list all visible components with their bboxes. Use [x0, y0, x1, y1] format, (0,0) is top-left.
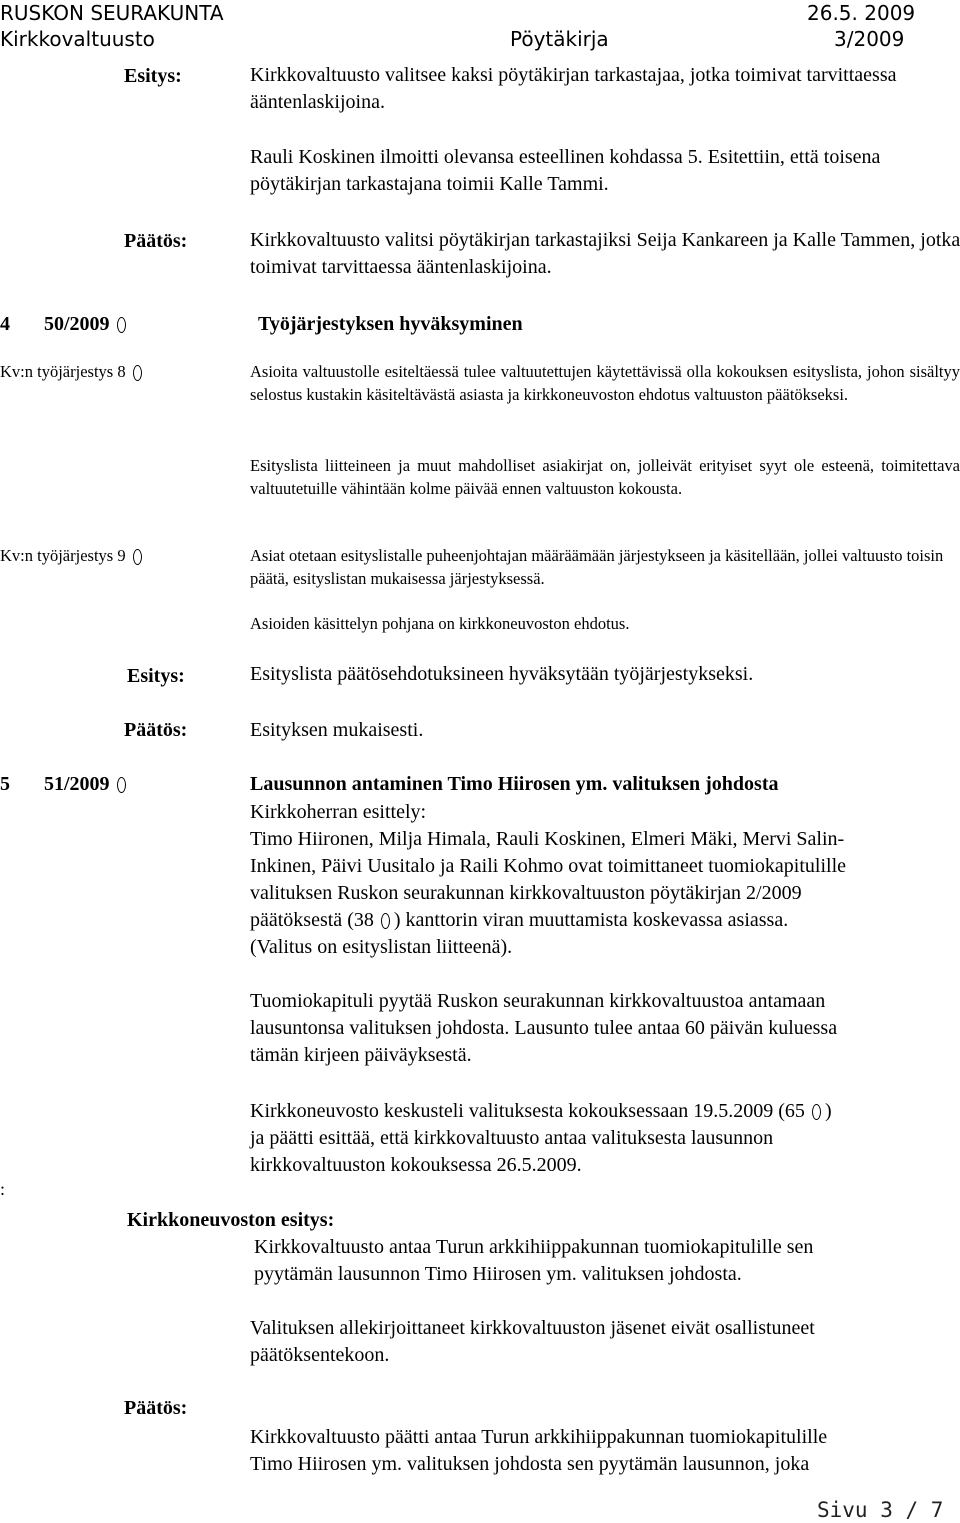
page-number: Sivu 3 / 7	[817, 1498, 944, 1522]
header-doc-type: Pöytäkirja	[510, 27, 609, 51]
kv-reference-label: Kv:n työjärjestys 9	[0, 546, 126, 565]
text-line: Timo Hiironen, Milja Himala, Rauli Koskinen, Elmeri Mäki, Mervi Salin-	[250, 828, 845, 850]
text-line: (Valitus on esityslistan liitteenä).	[250, 936, 513, 958]
kirkkoneuvosto-label: Kirkkoneuvoston esitys:	[127, 1209, 335, 1231]
text-line: valituksen Ruskon seurakunnan kirkkovaltuuston pöytäkirjan 2/2009	[250, 882, 802, 904]
esitys-text: Esityslista päätösehdotuksineen hyväksytään työjärjestykseksi.	[250, 663, 754, 685]
section-title: Lausunnon antaminen Timo Hiirosen ym. valituksen johdosta	[250, 773, 779, 795]
paragraph-block	[250, 1315, 815, 1369]
section-sign-icon	[117, 317, 126, 333]
section-sign-icon	[381, 913, 390, 929]
text-line: Timo Hiirosen ym. valituksen johdosta sen pyytämän lausunnon, joka	[250, 1453, 810, 1475]
paragraph-block	[250, 1424, 827, 1478]
body-paragraph: Esityslista liitteineen ja muut mahdolliset asiakirjat on, jolleivät erityiset syyt ole esteenä, toimitettava valtuutetuille vähintään kolme päivää ennen valtuuston kokousta.	[250, 456, 960, 498]
text-line	[250, 907, 846, 934]
header-date: 26.5. 2009	[807, 1, 916, 25]
text-line: kirkkovaltuuston kokouksessa 26.5.2009.	[250, 1154, 582, 1176]
text-fragment: )	[824, 1100, 832, 1122]
text-line: Inkinen, Päivi Uusitalo ja Raili Kohmo ovat toimittaneet tuomiokapitulille	[250, 855, 847, 877]
section-title: Työjärjestyksen hyväksyminen	[258, 313, 523, 335]
section-sign-icon	[117, 777, 126, 793]
text-line: Tuomiokapituli pyytää Ruskon seurakunnan kirkkovaltuustoa antamaan	[250, 990, 826, 1012]
text-line	[250, 1098, 832, 1125]
section-sign-icon	[133, 365, 142, 381]
case-number: 51/2009	[44, 773, 110, 795]
paatos-text: Esityksen mukaisesti.	[250, 719, 424, 741]
paragraph-block	[254, 1234, 813, 1288]
kv-reference	[0, 548, 142, 565]
esitys-label: Esitys:	[127, 665, 185, 687]
text-line: Kirkkovaltuusto antaa Turun arkkihiippakunnan tuomiokapitulille sen	[254, 1236, 814, 1258]
text-line: Valituksen allekirjoittaneet kirkkovaltuuston jäsenet eivät osallistuneet	[250, 1317, 815, 1339]
stray-colon: :	[0, 1179, 6, 1199]
paatos-label: Päätös:	[124, 719, 188, 741]
text-fragment: Kirkkoneuvosto keskusteli valituksesta kokouksessaan 19.5.2009 (65	[250, 1100, 805, 1122]
text-line: pyytämän lausunnon Timo Hiirosen ym. valituksen johdosta.	[254, 1263, 742, 1285]
text-fragment: ) kanttorin viran muuttamista koskevassa asiassa.	[393, 909, 789, 931]
text-line: tämän kirjeen päiväyksestä.	[250, 1044, 472, 1066]
paatos-label: Päätös:	[124, 1397, 188, 1419]
body-paragraph: Asiat otetaan esityslistalle puheenjohtajan määräämään järjestykseen ja käsitellään, jollei valtuusto toisin päätä, esityslistan mukaisessa järjestyksessä.	[250, 546, 944, 588]
kv-reference-label: Kv:n työjärjestys 8	[0, 362, 126, 381]
section-number: 5	[0, 773, 10, 795]
kv-reference	[0, 364, 142, 381]
section-sign-icon	[133, 549, 142, 565]
body-paragraph: Asioita valtuustolle esiteltäessä tulee valtuutettujen käytettävissä olla kokouksen esityslista, johon sisältyy selostus kustakin käsiteltävästä asiasta ja kirkkoneuvoston ehdotus valtuuston päätökseksi.	[250, 362, 960, 404]
header-org: RUSKON SEURAKUNTA	[0, 1, 224, 25]
text-line: päätöksentekoon.	[250, 1344, 390, 1366]
section-number: 4	[0, 313, 10, 335]
note-text: Rauli Koskinen ilmoitti olevansa esteellinen kohdassa 5. Esitettiin, että toisena pöytäkirjan tarkastajana toimii Kalle Tammi.	[250, 146, 881, 195]
paragraph-block	[250, 1098, 832, 1179]
case-number: 50/2009	[44, 313, 110, 335]
section-intro-block	[250, 799, 846, 961]
paragraph-block	[250, 988, 837, 1069]
esitys-label: Esitys:	[124, 65, 182, 87]
header-doc-number: 3/2009	[834, 27, 905, 51]
section-sign-icon	[812, 1104, 821, 1120]
header-body: Kirkkovaltuusto	[0, 27, 155, 51]
text-line: Kirkkovaltuusto päätti antaa Turun arkkihiippakunnan tuomiokapitulille	[250, 1426, 828, 1448]
paatos-text: Kirkkovaltuusto valitsi pöytäkirjan tarkastajiksi Seija Kankareen ja Kalle Tammen, jotka toimivat tarvittaessa ääntenlaskijoina.	[250, 229, 960, 278]
text-line: ja päätti esittää, että kirkkovaltuusto antaa valituksesta lausunnon	[250, 1127, 774, 1149]
intro-heading: Kirkkoherran esittely:	[250, 801, 427, 823]
esitys-text: Kirkkovaltuusto valitsee kaksi pöytäkirjan tarkastajaa, jotka toimivat tarvittaessa ääntenlaskijoina.	[250, 64, 897, 113]
text-fragment: päätöksestä (38	[250, 909, 374, 931]
section-case	[44, 774, 126, 794]
section-case	[44, 314, 126, 334]
body-paragraph: Asioiden käsittelyn pohjana on kirkkoneuvoston ehdotus.	[250, 614, 630, 633]
text-line: lausuntonsa valituksen johdosta. Lausunto tulee antaa 60 päivän kuluessa	[250, 1017, 838, 1039]
paatos-label: Päätös:	[124, 230, 188, 252]
